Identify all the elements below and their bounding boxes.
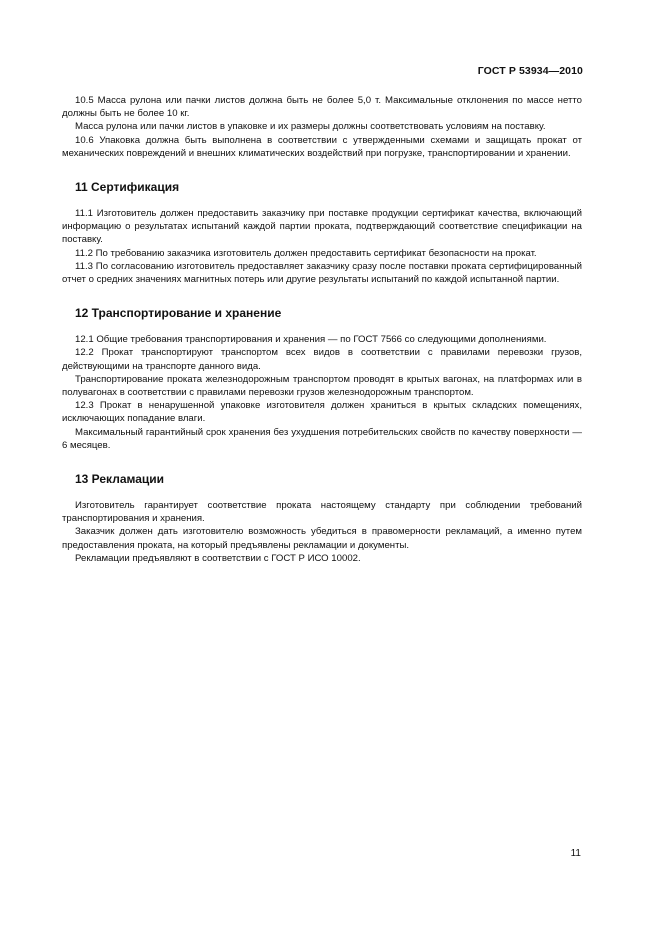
paragraph: Рекламации предъявляют в соответствии с ГОСТ Р ИСО 10002. [75,552,361,564]
paragraph: Заказчик должен дать изготовителю возможность убедиться в правомерности рекламаций, а именно путем предоставления проката, на который предъявлены рекламации и документы. [62,526,582,551]
section-12 [62,306,582,452]
paragraph: 12.2 Прокат транспортируют транспортом всех видов в соответствии с правилами перевозки грузов, действующими на транспорте данного вида. [62,347,582,372]
paragraph: 12.1 Общие требования транспортирования и хранения — по ГОСТ 7566 со следующими дополнениями. [75,334,547,346]
paragraph: Транспортирование проката железнодорожным транспортом проводят в крытых вагонах, на платформах или в полувагонах в соответствии с правилами перевозки грузов железнодорожным транспортом. [62,373,582,399]
document-code-header: ГОСТ Р 53934—2010 [477,65,583,77]
section-heading: 11 Сертификация [75,180,180,195]
section-heading: 12 Транспортирование и хранение [75,306,282,321]
paragraph: Максимальный гарантийный срок хранения без ухудшения потребительских свойств по качеству поверхности — 6 месяцев. [62,426,582,451]
section-10 [62,94,582,160]
section-13 [62,472,582,565]
document-body [62,94,582,565]
paragraph: Изготовитель гарантирует соответствие проката настоящему стандарту при соблюдении требований транспортирования и хранения. [62,500,582,525]
paragraph: 12.3 Прокат в ненарушенной упаковке изготовителя должен храниться в крытых складских помещениях, исключающих попадание влаги. [62,400,582,425]
paragraph: 11.2 По требованию заказчика изготовитель должен предоставить сертификат безопасности на прокат. [75,247,537,259]
page-number: 11 [570,848,581,859]
paragraph: 10.5 Масса рулона или пачки листов должна быть не более 5,0 т. Максимальные отклонения по массе нетто должны быть не более 10 кг. [62,95,582,120]
section-11 [62,180,582,286]
paragraph: 11.3 По согласованию изготовитель предоставляет заказчику сразу после поставки проката сертифицированный отчет о средних значениях магнитных потерь или другие результаты испытаний по каждой испытанной партии. [62,260,582,286]
paragraph: 11.1 Изготовитель должен предоставить заказчику при поставке продукции сертификат качества, включающий информацию о результатах испытаний каждой партии проката, подтверждающий соответствие спецификации на поставку. [62,208,582,246]
section-heading: 13 Рекламации [75,472,165,487]
paragraph: Масса рулона или пачки листов в упаковке и их размеры должны соответствовать условиям на поставку. [75,121,546,133]
paragraph: 10.6 Упаковка должна быть выполнена в соответствии с утвержденными схемами и защищать прокат от механических повреждений и внешних климатических воздействий при погрузке, транспортировании и хранении. [62,134,582,159]
